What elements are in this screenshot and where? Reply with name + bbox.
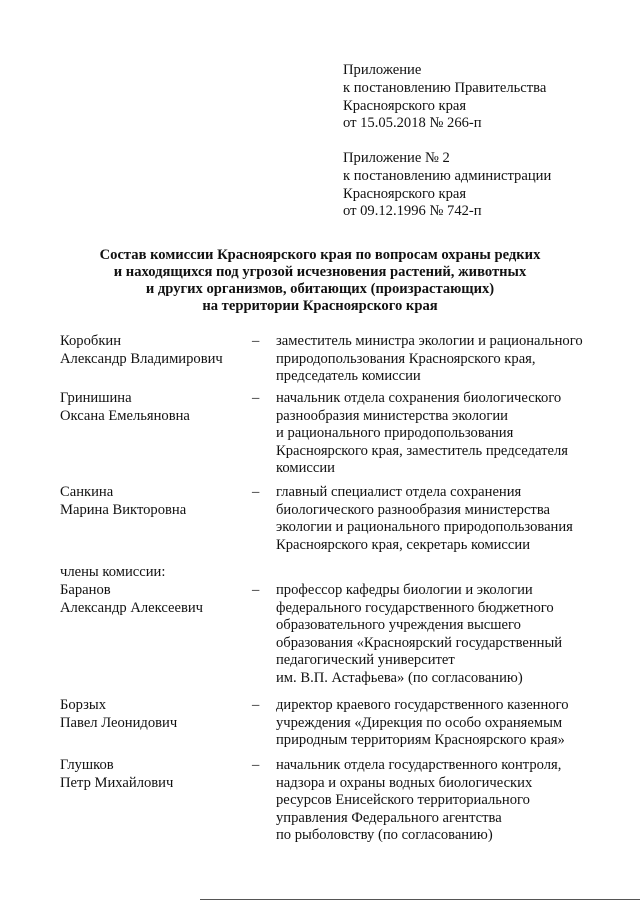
role-line: природопользования Красноярского края, xyxy=(276,350,536,367)
role-line: Красноярского края, секретарь комиссии xyxy=(276,536,531,553)
role-line: директор краевого государственного казенного xyxy=(276,697,569,713)
members-section-label: члены комиссии: xyxy=(60,564,166,580)
member-role xyxy=(276,333,606,386)
member-dash: – xyxy=(252,484,260,500)
member-dash: – xyxy=(252,390,260,406)
document-title xyxy=(40,247,600,315)
member-surname: Баранов xyxy=(60,582,111,598)
role-line: главный специалист отдела сохранения xyxy=(276,484,522,500)
member-name xyxy=(60,333,250,368)
title-line: и других организмов, обитающих (произрастающих) xyxy=(145,281,495,297)
role-line: начальник отдела государственного контроля, xyxy=(276,757,562,773)
member-given-names: Александр Алексеевич xyxy=(60,599,204,616)
role-line: начальник отдела сохранения биологического xyxy=(276,390,562,406)
role-line: председатель комиссии xyxy=(276,368,421,385)
appendix-header-original xyxy=(343,150,551,221)
appendix-header-current xyxy=(343,62,546,133)
role-line: Красноярского края, заместитель председателя xyxy=(276,442,568,459)
role-line: федерального государственного бюджетного xyxy=(276,599,554,616)
member-dash: – xyxy=(252,333,260,349)
member-name xyxy=(60,484,250,519)
role-line: ресурсов Енисейского территориального xyxy=(276,792,530,809)
member-name xyxy=(60,390,250,425)
appendix-line: от 09.12.1996 № 742-п xyxy=(343,203,482,220)
role-line: разнообразия министерства экологии xyxy=(276,407,508,424)
role-line: образовательного учреждения высшего xyxy=(276,617,521,634)
member-given-names: Оксана Емельяновна xyxy=(60,407,190,424)
appendix-line: Приложение № 2 xyxy=(343,150,450,166)
role-line: экологии и рационального природопользования xyxy=(276,519,573,536)
role-line: заместитель министра экологии и рационального xyxy=(276,333,583,349)
title-line: Состав комиссии Красноярского края по вопросам охраны редких xyxy=(99,247,541,263)
appendix-line: Красноярского края xyxy=(343,185,467,202)
role-line: образования «Красноярский государственный xyxy=(276,634,563,651)
role-line: учреждения «Дирекция по особо охраняемым xyxy=(276,714,563,731)
role-line: профессор кафедры биологии и экологии xyxy=(276,582,533,598)
member-role xyxy=(276,697,606,750)
member-surname: Борзых xyxy=(60,697,107,713)
appendix-line: Приложение xyxy=(343,62,422,78)
appendix-line: от 15.05.2018 № 266-п xyxy=(343,115,482,132)
member-given-names: Александр Владимирович xyxy=(60,350,223,367)
appendix-line: к постановлению Правительства xyxy=(343,79,547,96)
member-surname: Гринишина xyxy=(60,390,132,406)
page-edge-line xyxy=(200,899,640,900)
role-line: им. В.П. Астафьева» (по согласованию) xyxy=(276,669,523,686)
title-line: на территории Красноярского края xyxy=(202,298,438,314)
member-role xyxy=(276,757,606,845)
member-surname: Санкина xyxy=(60,484,114,500)
role-line: биологического разнообразия министерства xyxy=(276,501,550,518)
member-role xyxy=(276,390,606,478)
title-line: и находящихся под угрозой исчезновения растений, животных xyxy=(113,264,527,280)
role-line: надзора и охраны водных биологических xyxy=(276,774,533,791)
member-role xyxy=(276,484,606,554)
role-line: педагогический университет xyxy=(276,652,455,669)
appendix-line: к постановлению администрации xyxy=(343,167,552,184)
role-line: природным территориям Красноярского края» xyxy=(276,732,565,749)
member-name xyxy=(60,582,250,617)
member-given-names: Петр Михайлович xyxy=(60,774,174,791)
member-dash: – xyxy=(252,757,260,773)
role-line: и рационального природопользования xyxy=(276,425,514,442)
member-given-names: Марина Викторовна xyxy=(60,501,187,518)
member-name xyxy=(60,697,250,732)
member-surname: Коробкин xyxy=(60,333,122,349)
appendix-line: Красноярского края xyxy=(343,97,467,114)
member-surname: Глушков xyxy=(60,757,114,773)
member-dash: – xyxy=(252,697,260,713)
role-line: по рыболовству (по согласованию) xyxy=(276,827,493,844)
role-line: комиссии xyxy=(276,460,335,477)
member-name xyxy=(60,757,250,792)
role-line: управления Федерального агентства xyxy=(276,809,502,826)
member-dash: – xyxy=(252,582,260,598)
member-given-names: Павел Леонидович xyxy=(60,714,178,731)
member-role xyxy=(276,582,606,688)
